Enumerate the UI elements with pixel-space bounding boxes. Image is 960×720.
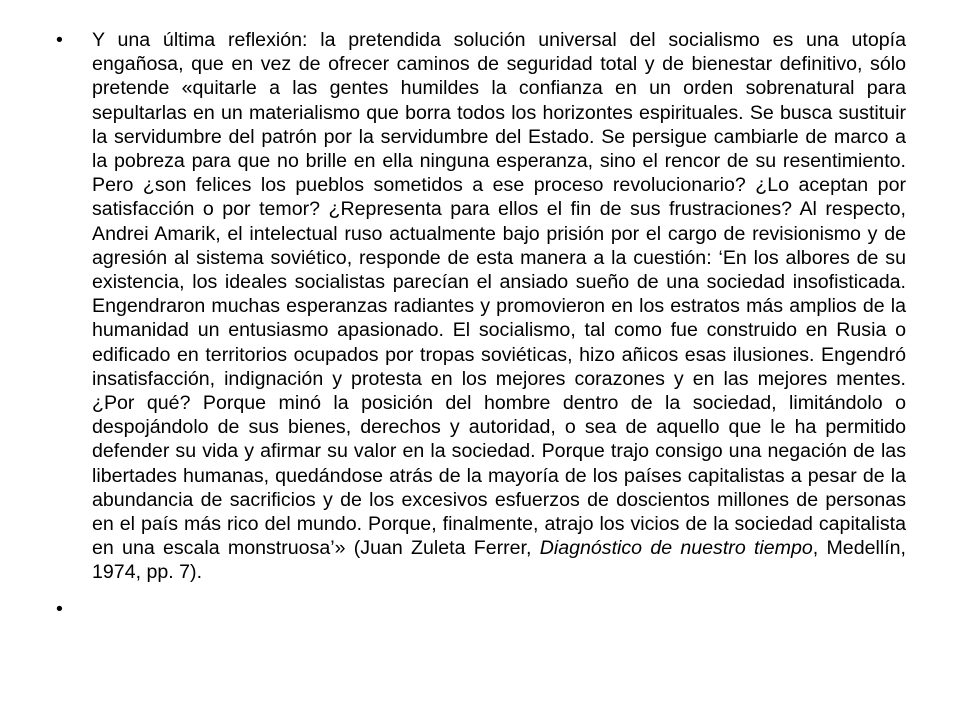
bullet-icon: • [56,29,63,51]
slide-content [56,28,906,621]
citation-tail: , Medellín, 1974, pp. 7). [92,537,906,584]
bullet-item-empty [56,597,906,621]
bullet-icon: • [56,597,63,620]
book-title: Diagnóstico de nuestro tiempo [539,537,813,560]
quote-text: Y una última reflexión: la pretendida solución universal del socialismo es una utopía engañosa, que en vez de ofrecer caminos de seguridad total y de bienestar definitivo, sólo pretende «quitarle a las gentes humildes la confianza en un orden sobrenatural para sepultarlas en un materialismo que borra todos los horizontes espirituales. Se busca sustituir la servidumbre del patrón por la servidumbre del Estado. Se persigue cambiarle de marco a la pobreza para que no brille en ella ninguna esperanza, sino el rencor de su resentimiento. Pero ¿son felices los pueblos sometidos a ese proceso revolucionario? ¿Lo aceptan por satisfacción o por temor? ¿Representa para ellos el fin de sus frustraciones? Al respecto, Andrei Amarik, el intelectual ruso actualmente bajo prisión por el cargo de revisionismo y de agresión al sistema soviético, responde de esta manera a la cuestión: ‘En los albores de su existencia, los ideales socialistas parecían el ansiado sueño de una sociedad insofisticada. Engendraron muchas esperanzas radiantes y promovieron en los estratos más amplios de la humanidad un entusiasmo apasionado. El socialismo, tal como fue construido en Rusia o edificado en territorios ocupados por tropas soviéticas, hizo añicos esas ilusiones. Engendró insatisfacción, indignación y protesta en los mejores corazones y en las mejores mentes. ¿Por qué? Porque minó la posición del hombre dentro de la sociedad, limitándolo o despojándolo de sus bienes, derechos y autoridad, o sea de aquello que le ha permitido defender su vida y afirmar su valor en la sociedad. Porque trajo consigo una negación de las libertades humanas, quedándose atrás de la mayoría de los países capitalistas a pesar de la abundancia de sacrificios y de los excesivos esfuerzos de doscientos millones de personas en el país más rico del mundo. Porque, finalmente, atrajo los vicios de la sociedad capitalista en una escala monstruosa’» (Juan Zuleta Ferrer, [92,29,906,560]
bullet-item-quote [56,28,906,585]
